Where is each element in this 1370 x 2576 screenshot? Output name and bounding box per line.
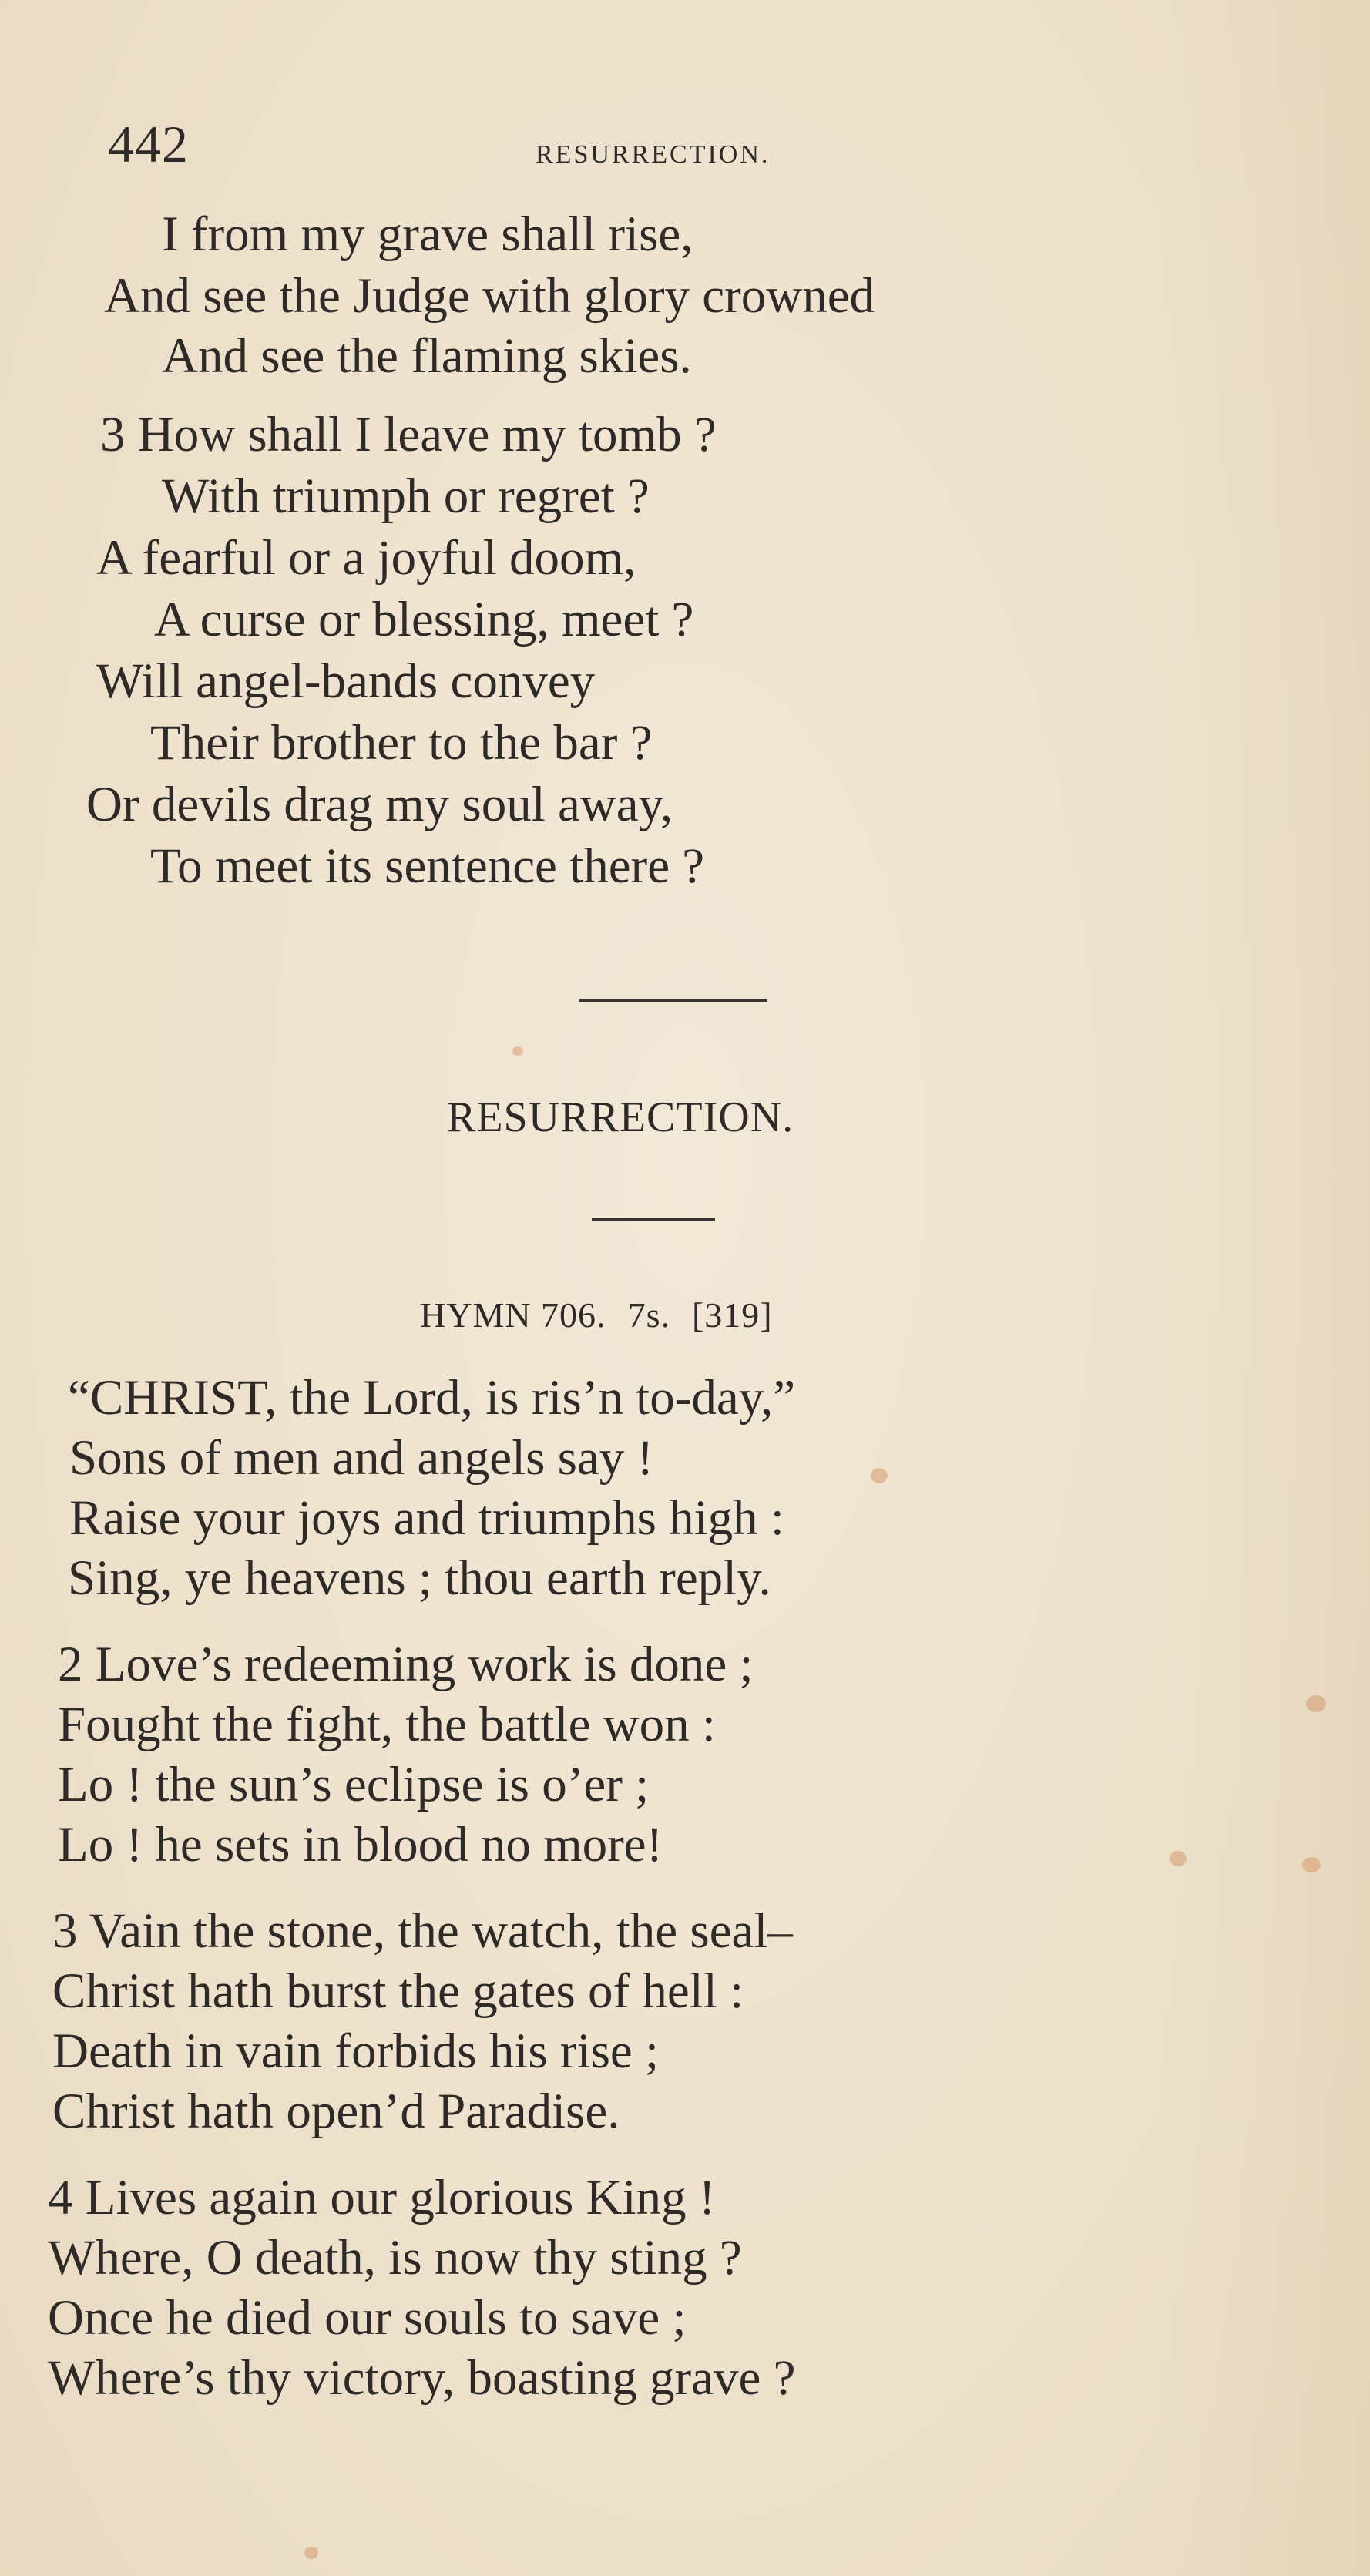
paper-speck <box>304 2547 318 2559</box>
verse-line: Where, O death, is now thy sting ? <box>48 2230 742 2285</box>
verse-line: Where’s thy victory, boasting grave ? <box>48 2350 796 2406</box>
running-title: RESURRECTION. <box>536 140 771 169</box>
verse-line: With triumph or regret ? <box>162 469 650 524</box>
show-through-shadow <box>1156 0 1370 2576</box>
verse-line: Death in vain forbids his rise ; <box>52 2024 660 2079</box>
verse-line: “CHRIST, the Lord, is ris’n to-day,” <box>68 1370 796 1426</box>
verse-line: Their brother to the bar ? <box>150 715 653 771</box>
verse-line: Sing, ye heavens ; thou earth reply. <box>68 1550 771 1606</box>
verse-line: Lo ! the sun’s eclipse is o’er ; <box>58 1757 650 1812</box>
hymn-header <box>420 1295 794 1335</box>
verse-line: Christ hath open’d Paradise. <box>52 2084 620 2139</box>
hymn-number: HYMN 706. <box>420 1295 606 1335</box>
verse-line: A fearful or a joyful doom, <box>96 530 636 586</box>
paper-speck <box>871 1468 888 1483</box>
verse-line: I from my grave shall rise, <box>162 207 693 262</box>
tune-reference: [319] <box>691 1295 773 1335</box>
verse-line: 2 Love’s redeeming work is done ; <box>58 1637 754 1692</box>
paper-speck <box>1170 1851 1187 1866</box>
verse-line: Sons of men and angels say ! <box>69 1430 654 1486</box>
paper-speck <box>512 1046 523 1056</box>
verse-line: Christ hath burst the gates of hell : <box>52 1963 744 2019</box>
section-rule-top <box>579 999 767 1002</box>
paper-speck <box>1302 1857 1321 1872</box>
verse-line: Fought the fight, the battle won : <box>58 1697 716 1752</box>
verse-line: To meet its sentence there ? <box>150 838 705 894</box>
section-rule-bottom <box>592 1218 715 1221</box>
verse-line: Will angel-bands convey <box>96 653 596 709</box>
page-number: 442 <box>108 115 189 173</box>
verse-line: Raise your joys and triumphs high : <box>69 1490 784 1546</box>
verse-line: 4 Lives again our glorious King ! <box>48 2170 716 2225</box>
section-title: RESURRECTION. <box>447 1093 794 1141</box>
verse-line: 3 Vain the stone, the watch, the seal– <box>52 1903 793 1959</box>
verse-line: Once he died our souls to save ; <box>48 2290 687 2346</box>
verse-line: Lo ! he sets in blood no more! <box>58 1817 663 1872</box>
verse-line: And see the flaming skies. <box>162 328 692 384</box>
verse-line: 3 How shall I leave my tomb ? <box>100 407 717 462</box>
verse-line: A curse or blessing, meet ? <box>154 592 694 647</box>
hymn-meter: 7s. <box>627 1295 670 1335</box>
paper-speck <box>1306 1695 1326 1712</box>
verse-line: And see the Judge with glory crowned <box>104 268 875 324</box>
verse-line: Or devils drag my soul away, <box>86 777 673 832</box>
